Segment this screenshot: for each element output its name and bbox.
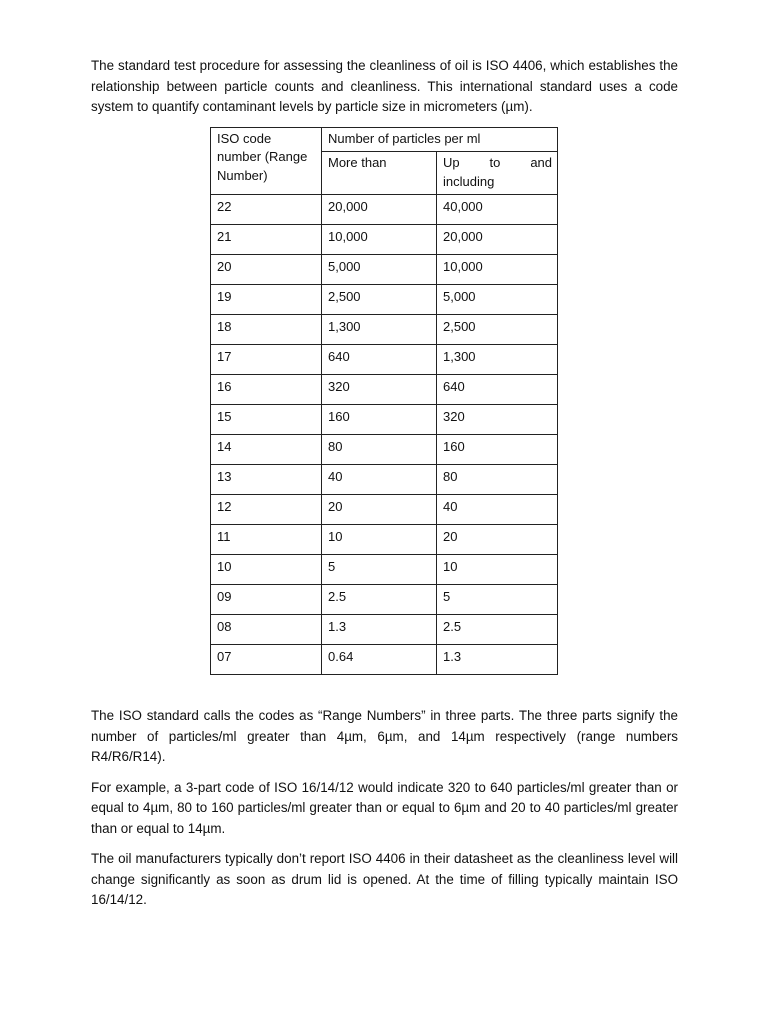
range-numbers-paragraph: The ISO standard calls the codes as “Range Numbers” in three parts. The three parts signify the number of particles/ml greater than 4µm, 6µm, and 14µm respectively (range numbers R4/R6/R14). — [91, 708, 678, 764]
cell-iso-code: 21 — [211, 225, 322, 255]
header-more-than: More than — [322, 152, 437, 195]
table-row — [211, 585, 558, 615]
table-header-row — [211, 127, 558, 152]
table-row — [211, 225, 558, 255]
cell-up-to: 20 — [437, 525, 558, 555]
cell-more-than: 1.3 — [322, 615, 437, 645]
table-row — [211, 525, 558, 555]
cell-iso-code: 08 — [211, 615, 322, 645]
table-row — [211, 465, 558, 495]
cell-iso-code: 09 — [211, 585, 322, 615]
table-row — [211, 405, 558, 435]
cell-iso-code: 14 — [211, 435, 322, 465]
cell-up-to: 2.5 — [437, 615, 558, 645]
cell-up-to: 1,300 — [437, 345, 558, 375]
cell-iso-code: 22 — [211, 195, 322, 225]
table-row — [211, 555, 558, 585]
table-body — [211, 195, 558, 675]
cell-more-than: 320 — [322, 375, 437, 405]
cell-more-than: 5,000 — [322, 255, 437, 285]
cell-up-to: 5 — [437, 585, 558, 615]
cell-more-than: 5 — [322, 555, 437, 585]
cell-iso-code: 10 — [211, 555, 322, 585]
cell-iso-code: 16 — [211, 375, 322, 405]
table-row — [211, 435, 558, 465]
header-particles-per-ml: Number of particles per ml — [322, 127, 558, 152]
cell-up-to: 5,000 — [437, 285, 558, 315]
cell-up-to: 40,000 — [437, 195, 558, 225]
cell-iso-code: 15 — [211, 405, 322, 435]
table-row — [211, 255, 558, 285]
cell-more-than: 640 — [322, 345, 437, 375]
cell-more-than: 40 — [322, 465, 437, 495]
example-paragraph: For example, a 3-part code of ISO 16/14/12 would indicate 320 to 640 particles/ml greater than or equal to 4µm, 80 to 160 particles/ml greater than or equal to 6µm and 20 to 40 particles/ml greater than or equal to 14µm. — [91, 779, 678, 836]
cell-more-than: 20 — [322, 495, 437, 525]
table-row — [211, 315, 558, 345]
cell-more-than: 80 — [322, 435, 437, 465]
cell-iso-code: 19 — [211, 285, 322, 315]
cell-iso-code: 20 — [211, 255, 322, 285]
cell-more-than: 1,300 — [322, 315, 437, 345]
table-row — [211, 645, 558, 675]
table-row — [211, 615, 558, 645]
cell-iso-code: 17 — [211, 345, 322, 375]
cell-more-than: 2.5 — [322, 585, 437, 615]
cell-iso-code: 12 — [211, 495, 322, 525]
table-row — [211, 195, 558, 225]
cell-more-than: 10 — [322, 525, 437, 555]
table-row — [211, 495, 558, 525]
document-page — [91, 56, 678, 921]
cell-more-than: 160 — [322, 405, 437, 435]
cell-up-to: 2,500 — [437, 315, 558, 345]
cell-up-to: 320 — [437, 405, 558, 435]
cell-up-to: 10 — [437, 555, 558, 585]
cell-more-than: 10,000 — [322, 225, 437, 255]
cell-up-to: 160 — [437, 435, 558, 465]
manufacturers-paragraph: The oil manufacturers typically don’t report ISO 4406 in their datasheet as the cleanliness level will change significantly as soon as drum lid is opened. At the time of filling typically maintain ISO 16/14/12. — [91, 851, 678, 907]
header-iso-code: ISO code number (Range Number) — [211, 127, 322, 195]
iso-code-table-wrapper — [210, 127, 557, 676]
cell-more-than: 0.64 — [322, 645, 437, 675]
cell-iso-code: 11 — [211, 525, 322, 555]
intro-paragraph: The standard test procedure for assessing the cleanliness of oil is ISO 4406, which establishes the relationship between particle counts and cleanliness. This international standard uses a code system to quantify contaminant levels by particle size in micrometers (µm). — [91, 58, 678, 114]
table-row — [211, 285, 558, 315]
cell-up-to: 10,000 — [437, 255, 558, 285]
cell-up-to: 20,000 — [437, 225, 558, 255]
cell-iso-code: 13 — [211, 465, 322, 495]
iso-code-table — [210, 127, 558, 676]
header-up-to-and-including: Up to and including — [437, 152, 558, 195]
cell-up-to: 80 — [437, 465, 558, 495]
cell-up-to: 640 — [437, 375, 558, 405]
cell-up-to: 1.3 — [437, 645, 558, 675]
cell-up-to: 40 — [437, 495, 558, 525]
table-row — [211, 375, 558, 405]
table-row — [211, 345, 558, 375]
cell-iso-code: 07 — [211, 645, 322, 675]
cell-iso-code: 18 — [211, 315, 322, 345]
cell-more-than: 2,500 — [322, 285, 437, 315]
cell-more-than: 20,000 — [322, 195, 437, 225]
